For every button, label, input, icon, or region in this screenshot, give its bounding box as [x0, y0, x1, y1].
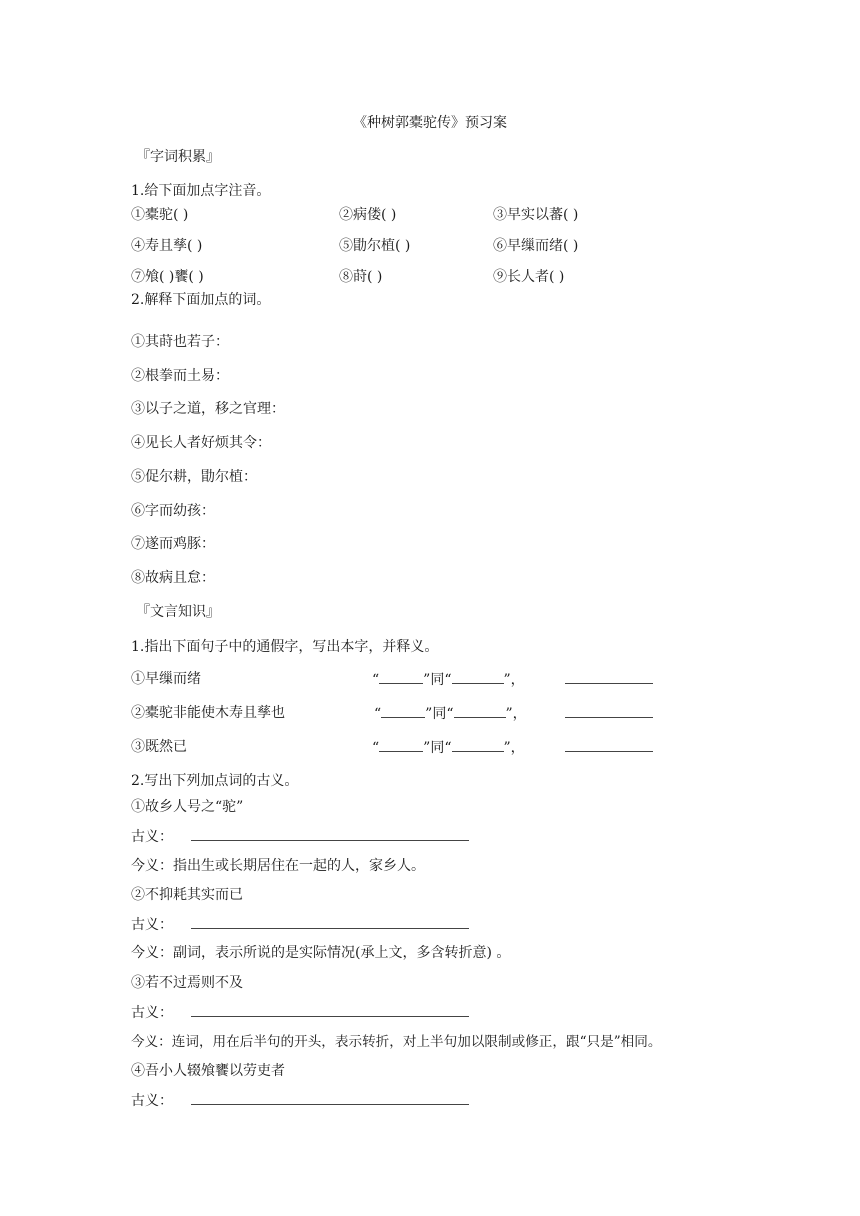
pinyin-item: ⑨长人者( ) — [493, 269, 565, 285]
answer-blank[interactable] — [454, 703, 506, 718]
answer-blank[interactable] — [191, 826, 469, 841]
jinyi-text: 今义：指出生或长期居住在一起的人，家乡人。 — [131, 858, 425, 874]
tongjia-sentence: ③既然已 — [131, 739, 187, 755]
tongjia-sentence: ②橐驼非能使木寿且孳也 — [131, 705, 285, 721]
answer-blank[interactable] — [565, 737, 653, 752]
pinyin-item: ⑦飧( )饔( ) — [131, 269, 204, 285]
tongjia-answer-row — [372, 737, 525, 758]
question-pinyin-prompt: 1.给下面加点字注音。 — [131, 183, 271, 199]
pinyin-item: ⑧莳( ) — [339, 269, 383, 285]
guyi-answer-row — [131, 1090, 469, 1111]
section-heading-classical: 『文言知识』 — [136, 604, 220, 620]
tongjia-sentence: ①早缫而绪 — [131, 671, 201, 687]
explain-item: ⑥字而幼孩： — [131, 503, 215, 519]
guyi-answer-row — [131, 914, 469, 935]
quote-close: ”， — [505, 706, 527, 722]
jinyi-text: 今义：连词，用在后半句的开头，表示转折，对上半句加以限制或修正，跟“只是”相同。 — [131, 1034, 662, 1050]
explain-item: ③以子之道，移之官理： — [131, 401, 285, 417]
tongjia-answer-row — [372, 669, 525, 690]
answer-blank[interactable] — [191, 914, 469, 929]
quote-mid: ”同“ — [423, 740, 452, 756]
guyi-phrase: ③若不过焉则不及 — [131, 975, 243, 991]
section-heading-vocabulary: 『字词积累』 — [136, 149, 220, 165]
answer-blank[interactable] — [379, 737, 423, 752]
explain-item: ④见长人者好烦其令： — [131, 435, 271, 451]
explain-item: ⑦遂而鸡豚： — [131, 536, 215, 552]
jinyi-text: 今义：副词，表示所说的是实际情况(承上文，多含转折意) 。 — [131, 945, 511, 961]
guyi-label: 古义： — [131, 1093, 173, 1109]
guyi-phrase: ②不抑耗其实而已 — [131, 887, 243, 903]
pinyin-item: ④寿且孳( ) — [131, 238, 203, 254]
guyi-phrase: ④吾小人辍飧饔以劳吏者 — [131, 1063, 285, 1079]
quote-open: “ — [372, 740, 380, 756]
quote-close: ”， — [503, 740, 525, 756]
question-explain-prompt: 2.解释下面加点的词。 — [131, 292, 271, 308]
quote-close: ”， — [503, 672, 525, 688]
answer-blank[interactable] — [565, 669, 653, 684]
answer-blank[interactable] — [565, 703, 653, 718]
guyi-label: 古义： — [131, 829, 173, 845]
guyi-phrase: ①故乡人号之“驼” — [131, 799, 244, 815]
answer-blank[interactable] — [452, 669, 504, 684]
quote-mid: ”同“ — [423, 672, 452, 688]
pinyin-item: ⑤勖尔植( ) — [339, 238, 411, 254]
guyi-answer-row — [131, 1002, 469, 1023]
guyi-label: 古义： — [131, 1005, 173, 1021]
quote-open: “ — [374, 706, 382, 722]
pinyin-item: ⑥早缫而绪( ) — [493, 238, 579, 254]
explain-item: ⑧故病且怠： — [131, 570, 215, 586]
explain-item: ⑤促尔耕，勖尔植： — [131, 469, 257, 485]
guyi-answer-row — [131, 826, 469, 847]
guyi-label: 古义： — [131, 917, 173, 933]
question-tongjia-prompt: 1.指出下面句子中的通假字，写出本字，并释义。 — [131, 639, 439, 655]
explain-item: ②根拳而土易： — [131, 368, 229, 384]
pinyin-item: ②病偻( ) — [339, 207, 397, 223]
answer-blank[interactable] — [379, 669, 423, 684]
quote-open: “ — [372, 672, 380, 688]
explain-item: ①其莳也若子： — [131, 334, 229, 350]
tongjia-answer-row — [374, 703, 527, 724]
page-title: 《种树郭橐驼传》预习案 — [353, 115, 507, 131]
answer-blank[interactable] — [452, 737, 504, 752]
question-guyi-prompt: 2.写出下列加点词的古义。 — [131, 773, 299, 789]
pinyin-item: ①橐驼( ) — [131, 207, 189, 223]
answer-blank[interactable] — [381, 703, 425, 718]
pinyin-item: ③早实以蕃( ) — [493, 207, 579, 223]
quote-mid: ”同“ — [425, 706, 454, 722]
answer-blank[interactable] — [191, 1090, 469, 1105]
answer-blank[interactable] — [191, 1002, 469, 1017]
